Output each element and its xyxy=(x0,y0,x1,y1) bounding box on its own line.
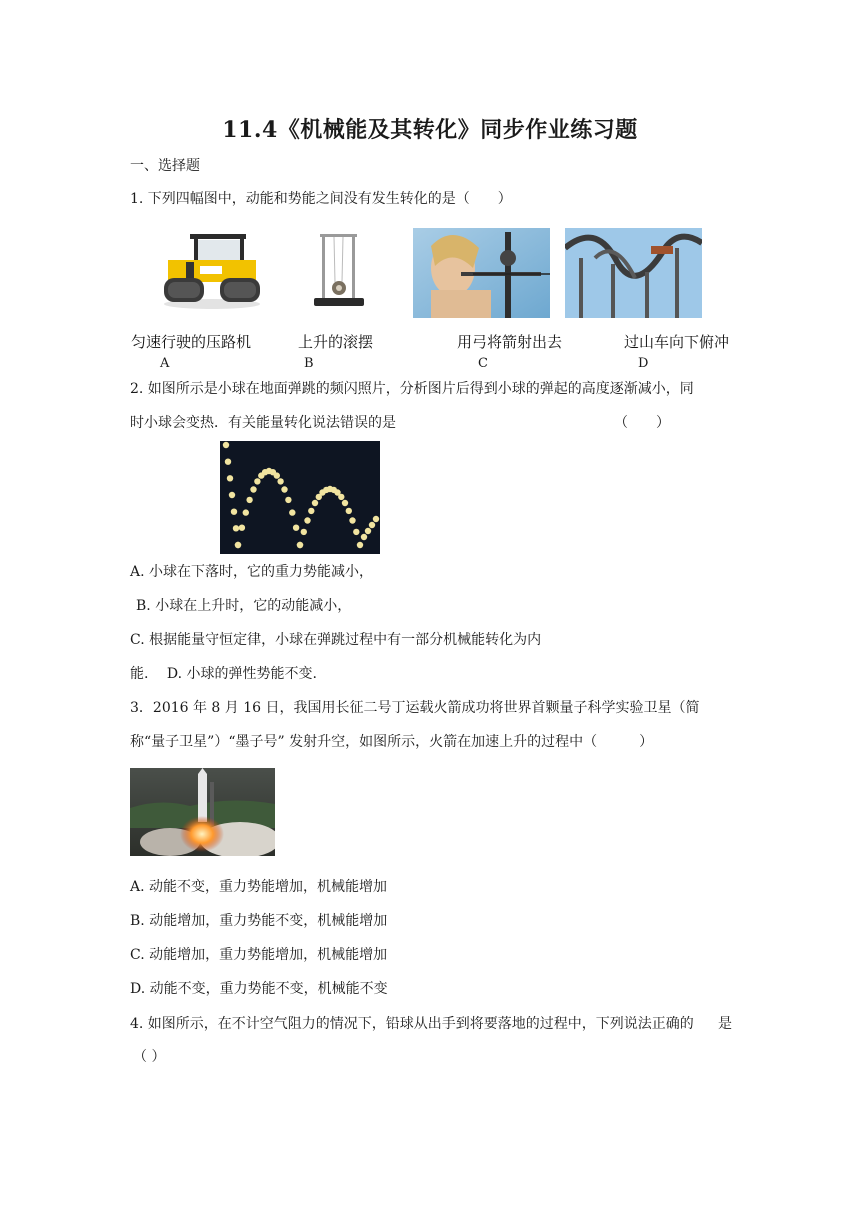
question-2-line-2: 时小球会变热．有关能量转化说法错误的是 xyxy=(130,415,396,431)
option-b-caption: 上升的滚摆 xyxy=(298,333,374,351)
rocket-launch-image xyxy=(130,768,275,856)
option-d-letter: D xyxy=(638,356,649,371)
option-c-letter: C xyxy=(478,356,488,371)
question-3-line-1: 3．2016 年 8 月 16 日，我国用长征二号丁运载火箭成功将世界首颗量子科学实验卫星（简 xyxy=(130,700,700,716)
question-2-line-1: 2. 如图所示是小球在地面弹跳的频闪照片，分析图片后得到小球的弹起的高度逐渐减小，同 xyxy=(130,381,694,397)
question-4-line-1-end: 是 xyxy=(718,1016,732,1032)
question-2-option-b: B. 小球在上升时，它的动能减小， xyxy=(136,598,352,614)
question-3-line-2: 称“量子卫星”）“墨子号” 发射升空，如图所示，火箭在加速上升的过程中（ ） xyxy=(130,734,654,750)
maxwell-pendulum-image xyxy=(310,230,366,310)
question-3-option-c: C. 动能增加，重力势能增加，机械能增加 xyxy=(130,947,388,963)
roller-coaster-image xyxy=(565,228,702,318)
question-2-option-c: C. 根据能量守恒定律，小球在弹跳过程中有一部分机械能转化为内 xyxy=(130,632,542,648)
question-4-line-1: 4. 如图所示，在不计空气阻力的情况下，铅球从出手到将要落地的过程中，下列说法正确的 xyxy=(130,1016,694,1032)
option-a-caption: 匀速行驶的压路机 xyxy=(131,333,252,351)
option-d-caption: 过山车向下俯冲 xyxy=(624,333,730,351)
question-1-stem: 1. 下列四幅图中，动能和势能之间没有发生转化的是（ ） xyxy=(130,191,512,207)
section-heading: 一、选择题 xyxy=(130,158,200,174)
question-4-answer-paren: （ ） xyxy=(133,1049,166,1065)
option-c-caption: 用弓将箭射出去 xyxy=(457,333,563,351)
archer-image xyxy=(413,228,550,318)
question-3-option-d: D. 动能不变，重力势能不变，机械能不变 xyxy=(130,981,388,997)
question-2-option-c-cont: 能. D. 小球的弹性势能不变. xyxy=(130,666,317,682)
question-3-option-a: A. 动能不变，重力势能增加，机械能增加 xyxy=(130,879,388,895)
option-b-letter: B xyxy=(304,356,314,371)
bouncing-ball-strobe-image xyxy=(220,441,380,554)
document-title: 11.4《机械能及其转化》同步作业练习题 xyxy=(222,117,638,143)
question-2-option-a: A. 小球在下落时，它的重力势能减小， xyxy=(130,564,374,580)
road-roller-image xyxy=(160,228,262,310)
question-3-option-b: B. 动能增加，重力势能不变，机械能增加 xyxy=(130,913,388,929)
option-a-letter: A xyxy=(160,356,170,371)
question-2-answer-paren: （ ） xyxy=(614,415,670,431)
